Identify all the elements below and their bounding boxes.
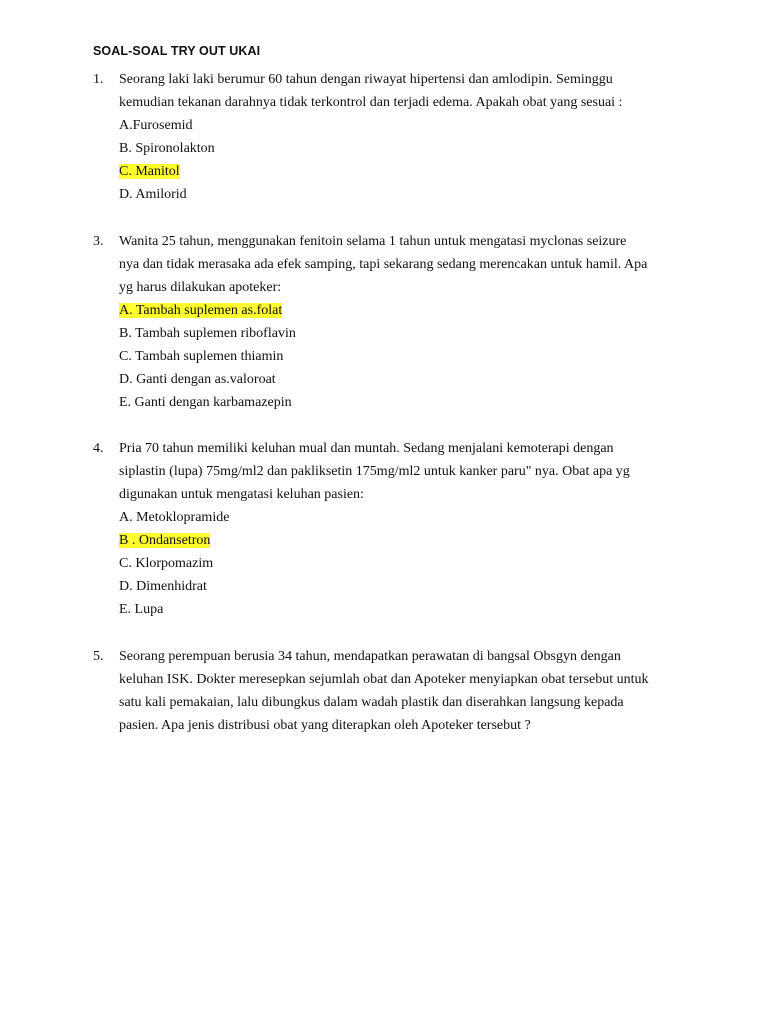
question-line: pasien. Apa jenis distribusi obat yang diterapkan oleh Apoteker tersebut ?	[119, 718, 531, 733]
question-text	[119, 68, 693, 114]
highlighted-answer: A. Tambah suplemen as.folat	[119, 303, 283, 318]
question-line: Wanita 25 tahun, menggunakan fenitoin selama 1 tahun untuk mengatasi myclonas seizure	[119, 234, 627, 249]
page-title: SOAL-SOAL TRY OUT UKAI	[93, 44, 261, 58]
option-d: D. Dimenhidrat	[119, 579, 207, 594]
question-line: nya dan tidak merasaka ada efek samping, tapi sekarang sedang merencakan untuk hamil. Apa	[119, 257, 648, 272]
highlighted-answer: B . Ondansetron	[119, 533, 211, 548]
option-c: C. Klorpomazim	[119, 556, 214, 571]
option-b: B. Tambah suplemen riboflavin	[119, 326, 296, 341]
question-3	[93, 230, 693, 414]
question-1	[93, 68, 693, 206]
question-line: siplastin (lupa) 75mg/ml2 dan pakliksetin 175mg/ml2 untuk kanker paru" nya. Obat apa yg	[119, 464, 630, 479]
answer-options	[119, 299, 693, 414]
option-c-correct	[119, 160, 693, 183]
option-e: E. Ganti dengan karbamazepin	[119, 395, 292, 410]
question-line: yg harus dilakukan apoteker:	[119, 280, 282, 295]
question-number: 5.	[93, 649, 104, 664]
option-c: C. Tambah suplemen thiamin	[119, 349, 284, 364]
question-number: 1.	[93, 72, 104, 87]
question-line: Pria 70 tahun memiliki keluhan mual dan muntah. Sedang menjalani kemoterapi dengan	[119, 441, 614, 456]
question-line: digunakan untuk mengatasi keluhan pasien:	[119, 487, 364, 502]
question-line: keluhan ISK. Dokter meresepkan sejumlah obat dan Apoteker menyiapkan obat tersebut untuk	[119, 672, 649, 687]
highlighted-answer: C. Manitol	[119, 164, 180, 179]
question-line: Seorang laki laki berumur 60 tahun dengan riwayat hipertensi dan amlodipin. Seminggu	[119, 72, 613, 87]
question-number: 4.	[93, 441, 104, 456]
option-a-correct	[119, 299, 693, 322]
option-e: E. Lupa	[119, 602, 164, 617]
question-line: Seorang perempuan berusia 34 tahun, mendapatkan perawatan di bangsal Obsgyn dengan	[119, 649, 621, 664]
answer-options	[119, 114, 693, 206]
option-a: A. Metoklopramide	[119, 510, 230, 525]
question-number: 3.	[93, 234, 104, 249]
question-text	[119, 645, 693, 737]
option-b-correct	[119, 529, 693, 552]
question-5	[93, 645, 693, 737]
question-text	[119, 437, 693, 506]
option-b: B. Spironolakton	[119, 141, 215, 156]
question-4	[93, 437, 693, 621]
option-d: D. Ganti dengan as.valoroat	[119, 372, 276, 387]
option-a: A.Furosemid	[119, 118, 193, 133]
question-line: kemudian tekanan darahnya tidak terkontrol dan terjadi edema. Apakah obat yang sesuai :	[119, 95, 623, 110]
answer-options	[119, 506, 693, 621]
question-line: satu kali pemakaian, lalu dibungkus dalam wadah plastik dan diserahkan langsung kepada	[119, 695, 624, 710]
question-text	[119, 230, 693, 299]
option-d: D. Amilorid	[119, 187, 187, 202]
